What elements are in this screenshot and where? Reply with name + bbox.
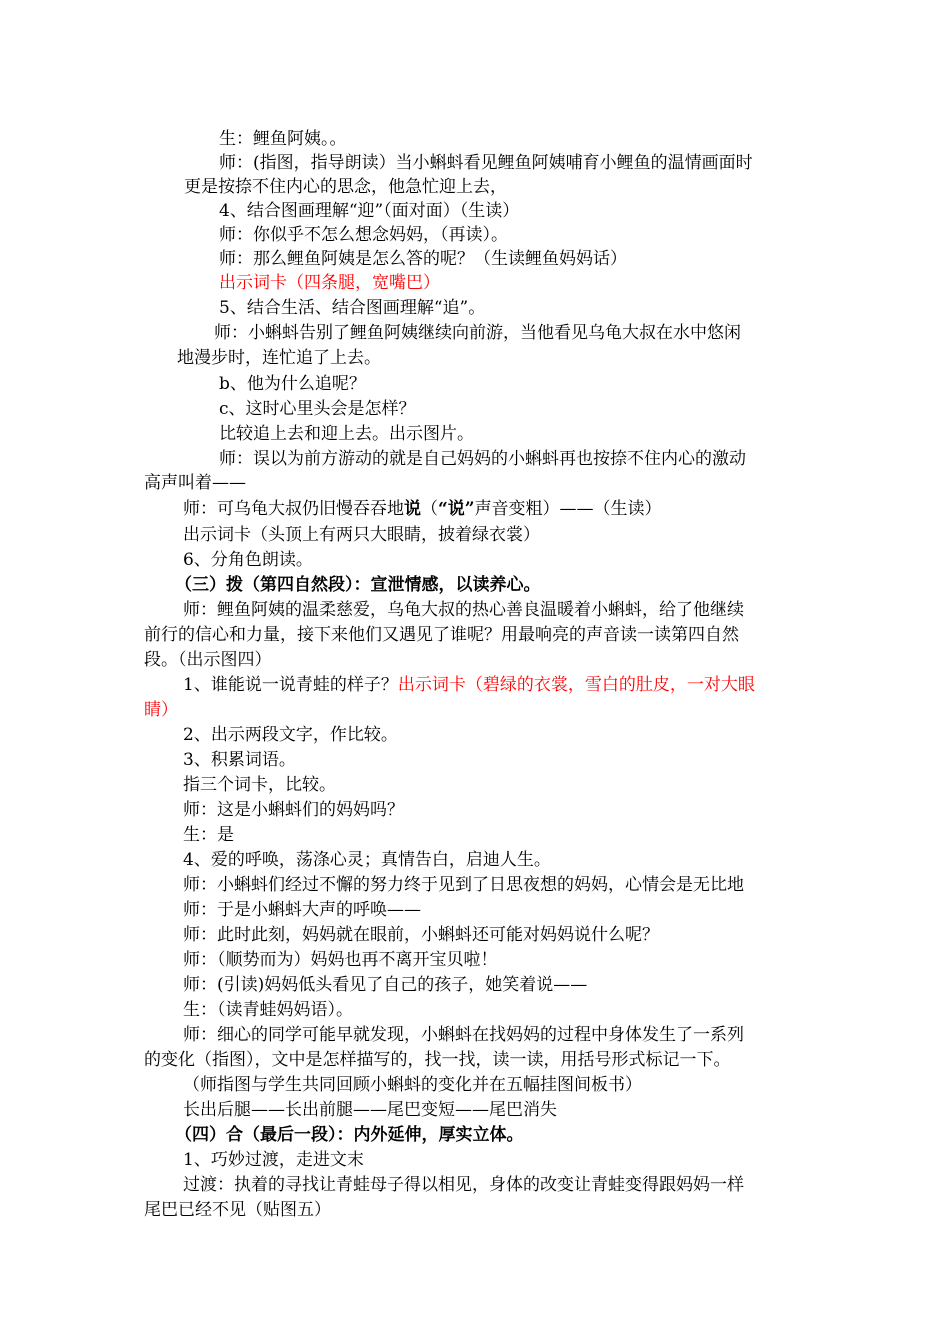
- text-line: 地漫步时，连忙追了上去。: [177, 348, 381, 368]
- bold-segment: 说: [404, 499, 421, 519]
- text-line: （师指图与学生共同回顾小蝌蚪的变化并在五幅挂图间板书）: [183, 1075, 642, 1095]
- text-line: 师：这是小蝌蚪们的妈妈吗？: [183, 800, 404, 820]
- text-line: 3、积累词语。: [183, 750, 296, 770]
- text-line: 师：误以为前方游动的就是自己妈妈的小蝌蚪再也按捺不住内心的激动: [219, 449, 746, 469]
- text-line: 师：你似乎不怎么想念妈妈，（再读）。: [219, 225, 508, 245]
- text-line: 指三个词卡，比较。: [183, 775, 336, 795]
- text-line: 师：（顺势而为）妈妈也再不离开宝贝啦！: [183, 950, 498, 970]
- text-segment: 师：可乌龟大叔仍旧慢吞吞地: [183, 499, 404, 519]
- text-line: 更是按捺不住内心的思念，他急忙迎上去，: [184, 177, 507, 197]
- text-line: 4、爱的呼唤，荡涤心灵；真情告白，启迪人生。: [183, 850, 551, 870]
- text-line: 长出后腿——长出前腿——尾巴变短——尾巴消失: [183, 1100, 557, 1120]
- text-line-mixed: [183, 497, 662, 521]
- text-line: b、他为什么追呢？: [219, 374, 366, 394]
- word-card-segment: 出示词卡（碧绿的衣裳，雪白的肚皮，一对大眼: [397, 675, 755, 695]
- text-line: 师：于是小蝌蚪大声的呼唤——: [183, 900, 421, 920]
- text-line: 师：此时此刻，妈妈就在眼前，小蝌蚪还可能对妈妈说什么呢？: [183, 925, 659, 945]
- word-card-line: 出示词卡（四条腿，宽嘴巴）: [219, 273, 440, 293]
- text-line: 生：（读青蛙妈妈语）。: [183, 1000, 353, 1020]
- section-heading: （三）拨（第四自然段）：宣泄情感，以读养心。: [175, 575, 541, 595]
- section-heading: （四）合（最后一段）：内外延伸，厚实立体。: [175, 1125, 524, 1145]
- text-line: 4、结合图画理解“迎”（面对面）（生读）: [219, 201, 520, 221]
- text-line: 生：是: [183, 825, 234, 845]
- text-line: 高声叫着——: [144, 473, 246, 493]
- text-line: 师：(引读)妈妈低头看见了自己的孩子，她笑着说——: [183, 975, 588, 995]
- bold-segment: “说”: [438, 499, 475, 519]
- text-line: 师：(指图，指导朗读）当小蝌蚪看见鲤鱼阿姨哺育小鲤鱼的温情画面时: [219, 153, 753, 173]
- text-line: 2、出示两段文字，作比较。: [183, 725, 398, 745]
- text-line: 师：那么鲤鱼阿姨是怎么答的呢？（生读鲤鱼妈妈话）: [219, 249, 627, 269]
- text-line: 生：鲤鱼阿姨。。: [219, 129, 347, 149]
- text-line: 师：细心的同学可能早就发现，小蝌蚪在找妈妈的过程中身体发生了一系列: [183, 1025, 744, 1045]
- text-line: 6、分角色朗读。: [183, 550, 313, 570]
- text-line: 5、结合生活、结合图画理解“追”。: [219, 298, 486, 318]
- text-line-mixed: [183, 673, 755, 697]
- text-line: 段。（出示图四）: [144, 650, 272, 670]
- word-card-line: 睛）: [144, 700, 178, 720]
- text-segment: （: [421, 499, 438, 519]
- text-line: 1、巧妙过渡，走进文末: [183, 1150, 364, 1170]
- text-segment: 1、谁能说一说青蛙的样子？: [183, 675, 398, 695]
- text-line: 师：小蝌蚪们经过不懈的努力终于见到了日思夜想的妈妈，心情会是无比地: [183, 875, 744, 895]
- text-line: 尾巴已经不见（贴图五）: [144, 1200, 331, 1220]
- text-line: 出示词卡（头顶上有两只大眼睛，披着绿衣裳）: [183, 525, 540, 545]
- text-line: 比较追上去和迎上去。出示图片。: [219, 424, 474, 444]
- text-line: c、这时心里头会是怎样？: [219, 399, 416, 419]
- text-line: 师：鲤鱼阿姨的温柔慈爱，乌龟大叔的热心善良温暖着小蝌蚪，给了他继续: [183, 600, 744, 620]
- text-line: 前行的信心和力量，接下来他们又遇见了谁呢？用最响亮的声音读一读第四自然: [144, 625, 739, 645]
- text-line: 过渡：执着的寻找让青蛙母子得以相见，身体的改变让青蛙变得跟妈妈一样: [183, 1175, 744, 1195]
- text-segment: 声音变粗）——（生读）: [474, 499, 662, 519]
- text-line: 的变化（指图），文中是怎样描写的，找一找，读一读，用括号形式标记一下。: [144, 1050, 731, 1070]
- text-line: 师：小蝌蚪告别了鲤鱼阿姨继续向前游，当他看见乌龟大叔在水中悠闲: [214, 323, 741, 343]
